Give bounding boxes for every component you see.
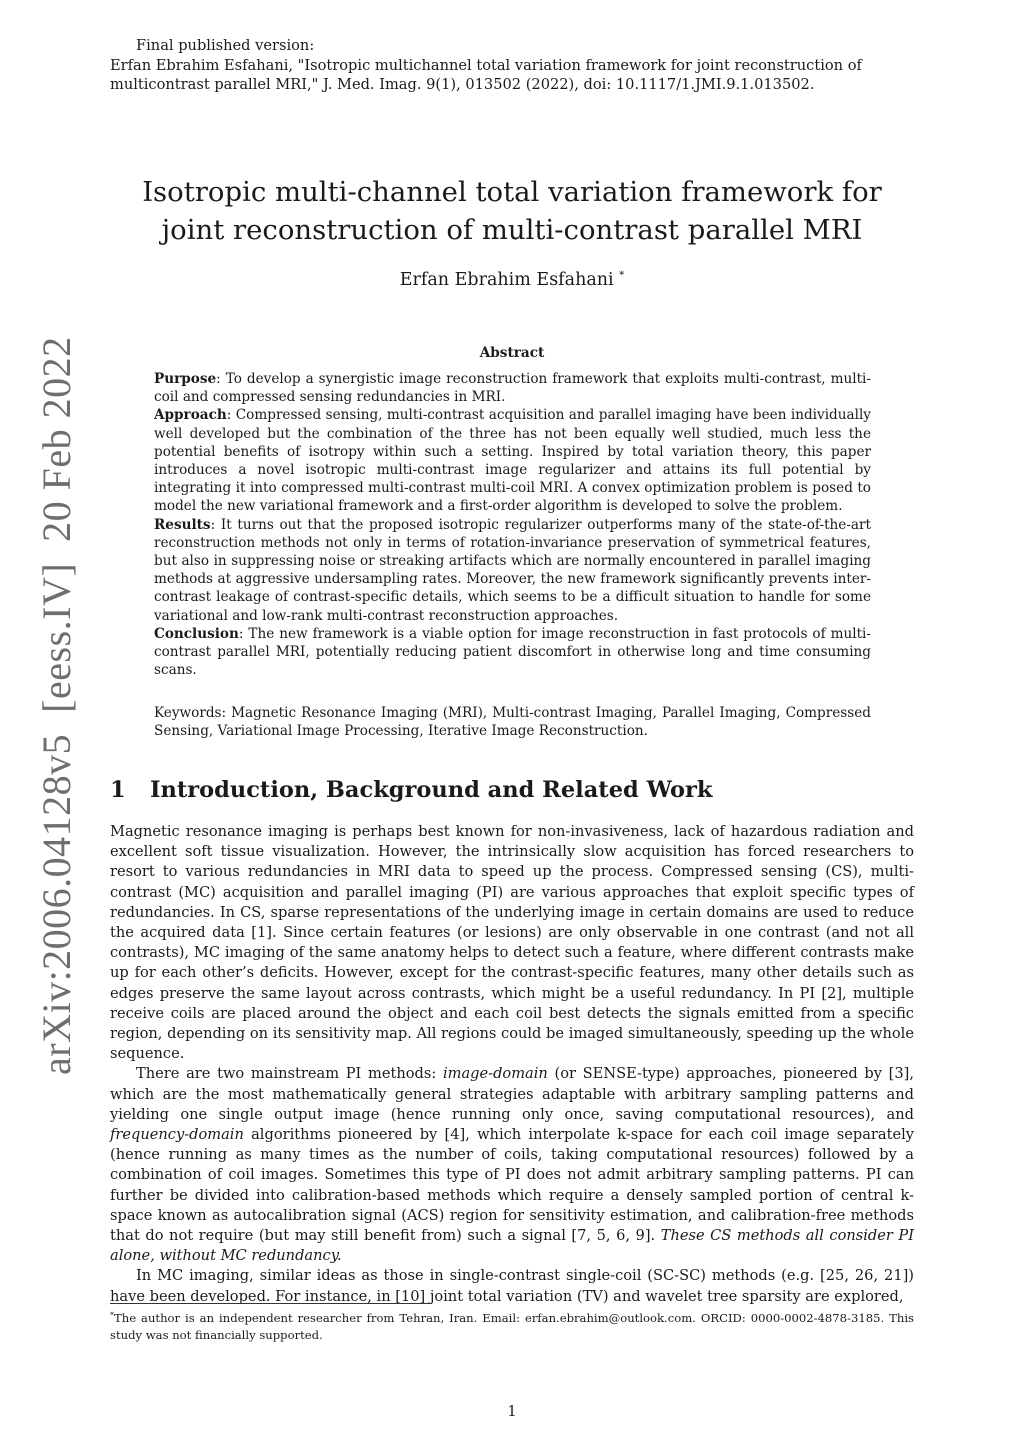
paragraph (110, 1064, 914, 1266)
text-run: (or SENSE-type) approaches, pioneered by [3], which are the most mathematically general strategies adaptable with arbitrary sampling patterns and yielding one single output image (hence running only once, saving computational resources), and (110, 1065, 914, 1123)
footnote (110, 1308, 914, 1343)
section-title: Introduction, Background and Related Work (150, 777, 713, 803)
author-line (110, 270, 914, 290)
section-number: 1 (110, 777, 126, 803)
author-name: Erfan Ebrahim Esfahani (399, 270, 614, 290)
abstract-text: : It turns out that the proposed isotropic regularizer outperforms many of the state-of-the-art reconstruction methods not only in terms of rotation-invariance preservation of symmetrical features, but also in suppressing noise or streaking artifacts which are normally encountered in parallel imaging methods at aggressive undersampling rates. Moreover, the new framework significantly prevents inter-contrast leakage of contrast-specific details, which seems to be a difficult situation to handle for some variational and low-rank multi-contrast reconstruction approaches. (154, 516, 871, 624)
page-number: 1 (507, 1403, 517, 1420)
author-footnote-marker: * (619, 270, 625, 281)
text-run: algorithms pioneered by [4], which interpolate k-space for each coil image separately (hence running as many times as the number of coils, taking computational resources) followed by a combination of coil images. Sometimes this type of PI does not admit arbitrary sampling patterns. PI can further be divided into calibration-based methods which require a densely sampled portion of central k-space known as autocalibration signal (ACS) region for sensitivity estimation, and calibration-free methods that do not require (but may still benefit from) such a signal [7, 5, 6, 9]. (110, 1126, 914, 1245)
abstract-purpose (154, 370, 871, 406)
emphasis: frequency-domain (110, 1126, 244, 1144)
abstract-label: Conclusion (154, 625, 239, 642)
footnote-divider (110, 1303, 432, 1304)
paragraph: In MC imaging, similar ideas as those in single-contrast single-coil (SC-SC) methods (e.g. [25, 26, 21]) have been developed. For instance, in [10] joint total variation (TV) and wavelet tree sparsity are explored, (110, 1267, 914, 1305)
publication-citation: Erfan Ebrahim Esfahani, "Isotropic multichannel total variation framework for joint reconstruction of multicontrast parallel MRI," J. Med. Imag. 9(1), 013502 (2022), doi: 10.1117/1.JMI.9.1.013502. (110, 56, 862, 93)
footnote-marker: * (110, 1311, 114, 1320)
emphasis: image-domain (442, 1065, 548, 1083)
emphasis: These CS methods all consider PI alone, without MC redundancy. (110, 1227, 914, 1265)
abstract-conclusion (154, 625, 871, 680)
text-run: There are two mainstream PI methods: (136, 1065, 443, 1083)
abstract-heading: Abstract (479, 345, 545, 361)
abstract-text: : Compressed sensing, multi-contrast acquisition and parallel imaging have been individually well developed but the combination of the three has not been equally well studied, much less the potential benefits of isotropy within such a setting. Inspired by total variation theory, this paper introduces a novel isotropic multi-contrast image regularizer and attains its full potential by integrating it into compressed multi-contrast multi-coil MRI. A convex optimization problem is posed to model the new variational framework and a first-order algorithm is developed to solve the problem. (154, 407, 871, 515)
body-text (110, 822, 914, 1307)
abstract-text: : The new framework is a viable option for image reconstruction in fast protocols of multi-contrast parallel MRI, potentially reducing patient discomfort in otherwise long and time consuming scans. (154, 625, 871, 679)
publication-note (110, 36, 920, 95)
abstract-approach (154, 406, 871, 515)
abstract-body (154, 370, 871, 679)
abstract-label: Results (154, 516, 211, 533)
section-heading (110, 777, 914, 803)
publication-note-label: Final published version: (136, 37, 315, 54)
abstract-label: Approach (154, 407, 227, 424)
abstract-results (154, 516, 871, 625)
arxiv-stamp: arXiv:2006.04128v5 [eess.IV] 20 Feb 2022 (34, 336, 79, 1075)
footnote-text: The author is an independent researcher from Tehran, Iran. Email: erfan.ebrahim@outlook.com. ORCID: 0000-0002-4878-3185. This study was not financially supported. (110, 1311, 914, 1342)
abstract-text: : To develop a synergistic image reconstruction framework that exploits multi-contrast, multi-coil and compressed sensing redundancies in MRI. (154, 371, 871, 406)
paper-title: Isotropic multi-channel total variation framework for joint reconstruction of multi-contrast parallel MRI (142, 176, 882, 246)
paragraph: Magnetic resonance imaging is perhaps best known for non-invasiveness, lack of hazardous radiation and excellent soft tissue visualization. However, the intrinsically slow acquisition has forced researchers to resort to various redundancies in MRI data to speed up the process. Compressed sensing (CS), multi-contrast (MC) acquisition and parallel imaging (PI) are various approaches that exploit specific types of redundancies. In CS, sparse representations of the underlying image in certain domains are used to reduce the acquired data [1]. Since certain features (or lesions) are only observable in one contrast (and not all contrasts), MC imaging of the same anatomy helps to detect such a feature, where different contrasts make up for each other’s deficits. However, except for the contrast-specific features, many other details such as edges preserve the same layout across contrasts, which might be a useful redundancy. In PI [2], multiple receive coils are placed around the object and each coil best detects the signals emitted from a specific region, depending on its sensitivity map. All regions could be imaged simultaneously, speeding up the whole sequence. (110, 823, 914, 1063)
abstract-label: Purpose (154, 371, 217, 387)
keywords: Keywords: Magnetic Resonance Imaging (MRI), Multi-contrast Imaging, Parallel Imaging, Compressed Sensing, Variational Image Processing, Iterative Image Reconstruction. (154, 705, 871, 740)
